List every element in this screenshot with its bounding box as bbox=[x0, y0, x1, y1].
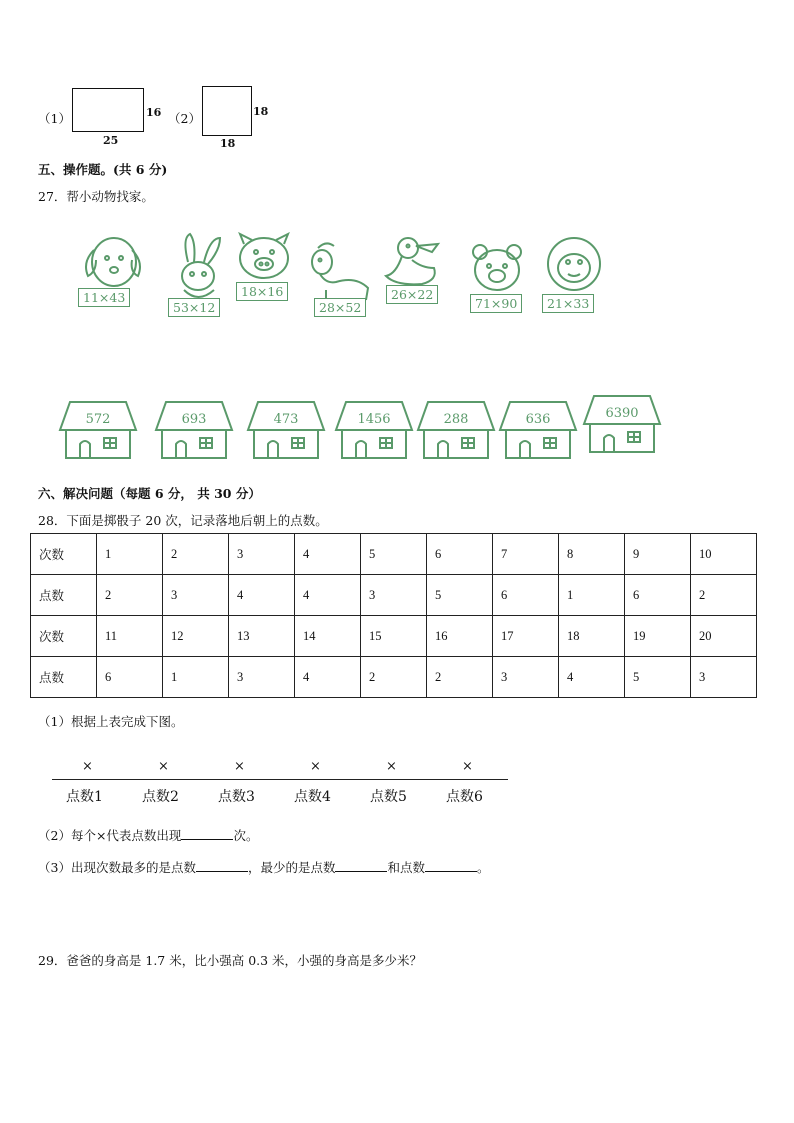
table-cell: 13 bbox=[229, 616, 295, 657]
square-2-side-label: 18 bbox=[253, 105, 269, 118]
house-icon bbox=[334, 400, 414, 462]
sub-question-3-part-c: 和点数 bbox=[387, 860, 425, 875]
axis-label-points-6: 点数6 bbox=[446, 789, 483, 805]
goat-expression: 28×52 bbox=[314, 298, 366, 317]
table-cell: 9 bbox=[625, 534, 691, 575]
section-5-heading: 五、操作题。(共 6 分) bbox=[38, 162, 168, 177]
table-cell: 6 bbox=[97, 657, 163, 698]
square-2 bbox=[202, 86, 252, 136]
house-2 bbox=[154, 400, 234, 462]
table-cell: 3 bbox=[691, 657, 757, 698]
axis-label-points-4: 点数4 bbox=[294, 789, 331, 805]
x-mark: × bbox=[82, 759, 93, 774]
duck-animal bbox=[382, 234, 458, 324]
question-28-text: 28．下面是掷骰子 20 次，记录落地后朝上的点数。 bbox=[38, 513, 328, 528]
table-cell: 12 bbox=[163, 616, 229, 657]
table-row bbox=[31, 657, 757, 698]
question-27-text: 27．帮小动物找家。 bbox=[38, 189, 154, 204]
pig-animal bbox=[234, 232, 310, 322]
answer-blank-most[interactable] bbox=[196, 871, 248, 872]
table-cell: 4 bbox=[559, 657, 625, 698]
sub-question-2-prefix: （2）每个×代表点数出现 bbox=[38, 828, 182, 843]
table-cell: 4 bbox=[295, 575, 361, 616]
answer-blank-least-2[interactable] bbox=[425, 871, 477, 872]
table-cell: 4 bbox=[295, 657, 361, 698]
sub-question-1: （1）根据上表完成下图。 bbox=[38, 714, 184, 729]
house-icon bbox=[416, 400, 496, 462]
rectangle-1-length-label: 25 bbox=[103, 134, 119, 147]
house-icon bbox=[498, 400, 578, 462]
house-icon bbox=[58, 400, 138, 462]
table-cell: 20 bbox=[691, 616, 757, 657]
table-row bbox=[31, 616, 757, 657]
x-mark: × bbox=[386, 759, 397, 774]
duck-expression: 26×22 bbox=[386, 285, 438, 304]
x-mark: × bbox=[462, 759, 473, 774]
table-cell: 2 bbox=[691, 575, 757, 616]
shape-1-label: （1） bbox=[38, 111, 71, 126]
house-number: 636 bbox=[525, 412, 551, 427]
bear-expression: 71×90 bbox=[470, 294, 522, 313]
house-number: 473 bbox=[273, 412, 299, 427]
question-29-text: 29．爸爸的身高是 1.7 米，比小强高 0.3 米，小强的身高是多少米？ bbox=[38, 953, 423, 968]
house-7 bbox=[582, 394, 662, 456]
house-number: 288 bbox=[443, 412, 469, 427]
sub-question-3-part-d: 。 bbox=[477, 860, 490, 875]
table-cell: 8 bbox=[559, 534, 625, 575]
row-header-cell: 次数 bbox=[31, 534, 97, 575]
house-1 bbox=[58, 400, 138, 462]
monkey-expression: 21×33 bbox=[542, 294, 594, 313]
table-cell: 10 bbox=[691, 534, 757, 575]
x-mark: × bbox=[158, 759, 169, 774]
table-cell: 19 bbox=[625, 616, 691, 657]
answer-blank-count[interactable] bbox=[181, 839, 233, 840]
table-cell: 6 bbox=[427, 534, 493, 575]
sub-question-2 bbox=[38, 826, 258, 844]
table-cell: 3 bbox=[229, 657, 295, 698]
x-mark: × bbox=[310, 759, 321, 774]
table-cell: 3 bbox=[493, 657, 559, 698]
table-cell: 3 bbox=[361, 575, 427, 616]
house-6 bbox=[498, 400, 578, 462]
table-cell: 3 bbox=[163, 575, 229, 616]
x-mark: × bbox=[234, 759, 245, 774]
table-cell: 18 bbox=[559, 616, 625, 657]
house-3 bbox=[246, 400, 326, 462]
answer-blank-least-1[interactable] bbox=[335, 871, 387, 872]
table-cell: 1 bbox=[559, 575, 625, 616]
table-cell: 16 bbox=[427, 616, 493, 657]
house-icon bbox=[246, 400, 326, 462]
table-cell: 3 bbox=[229, 534, 295, 575]
table-cell: 2 bbox=[163, 534, 229, 575]
table-cell: 5 bbox=[427, 575, 493, 616]
sub-question-3-part-b: ，最少的是点数 bbox=[247, 860, 336, 875]
sub-question-3 bbox=[38, 858, 490, 876]
house-number: 6390 bbox=[605, 406, 639, 421]
table-cell: 17 bbox=[493, 616, 559, 657]
axis-label-points-5: 点数5 bbox=[370, 789, 407, 805]
axis-label-points-2: 点数2 bbox=[142, 789, 179, 805]
axis-label-points-3: 点数3 bbox=[218, 789, 255, 805]
axis-label-points-1: 点数1 bbox=[66, 789, 103, 805]
rectangle-1 bbox=[72, 88, 144, 132]
table-cell: 5 bbox=[625, 657, 691, 698]
house-icon bbox=[582, 394, 662, 456]
dog-expression: 11×43 bbox=[78, 288, 130, 307]
house-number: 693 bbox=[181, 412, 207, 427]
table-cell: 7 bbox=[493, 534, 559, 575]
house-number: 572 bbox=[85, 412, 111, 427]
sub-question-3-part-a: （3）出现次数最多的是点数 bbox=[38, 860, 196, 875]
shape-2-label: （2） bbox=[168, 111, 201, 126]
section-6-heading: 六、解决问题（每题 6 分， 共 30 分） bbox=[38, 486, 261, 501]
table-cell: 6 bbox=[625, 575, 691, 616]
table-cell: 2 bbox=[427, 657, 493, 698]
house-number: 1456 bbox=[357, 412, 391, 427]
row-header-cell: 点数 bbox=[31, 657, 97, 698]
pig-expression: 18×16 bbox=[236, 282, 288, 301]
table-cell: 14 bbox=[295, 616, 361, 657]
table-row bbox=[31, 575, 757, 616]
table-cell: 1 bbox=[163, 657, 229, 698]
table-cell: 11 bbox=[97, 616, 163, 657]
monkey-animal bbox=[540, 236, 616, 326]
sub-question-2-suffix: 次。 bbox=[233, 828, 259, 843]
bear-icon bbox=[468, 242, 544, 302]
row-header-cell: 点数 bbox=[31, 575, 97, 616]
table-cell: 4 bbox=[229, 575, 295, 616]
table-cell: 6 bbox=[493, 575, 559, 616]
bear-animal bbox=[468, 242, 544, 332]
row-header-cell: 次数 bbox=[31, 616, 97, 657]
table-cell: 2 bbox=[97, 575, 163, 616]
rectangle-1-width-label: 16 bbox=[146, 106, 162, 119]
dot-plot-axis bbox=[52, 779, 508, 780]
rabbit-expression: 53×12 bbox=[168, 298, 220, 317]
table-cell: 5 bbox=[361, 534, 427, 575]
house-5 bbox=[416, 400, 496, 462]
house-icon bbox=[154, 400, 234, 462]
table-row bbox=[31, 534, 757, 575]
table-cell: 15 bbox=[361, 616, 427, 657]
table-cell: 2 bbox=[361, 657, 427, 698]
dice-table bbox=[30, 533, 757, 698]
dog-animal bbox=[74, 232, 150, 322]
goat-animal bbox=[306, 240, 382, 330]
square-2-bottom-label: 18 bbox=[220, 137, 236, 150]
monkey-icon bbox=[540, 236, 616, 302]
table-cell: 4 bbox=[295, 534, 361, 575]
table-cell: 1 bbox=[97, 534, 163, 575]
house-4 bbox=[334, 400, 414, 462]
rabbit-animal bbox=[164, 232, 240, 322]
